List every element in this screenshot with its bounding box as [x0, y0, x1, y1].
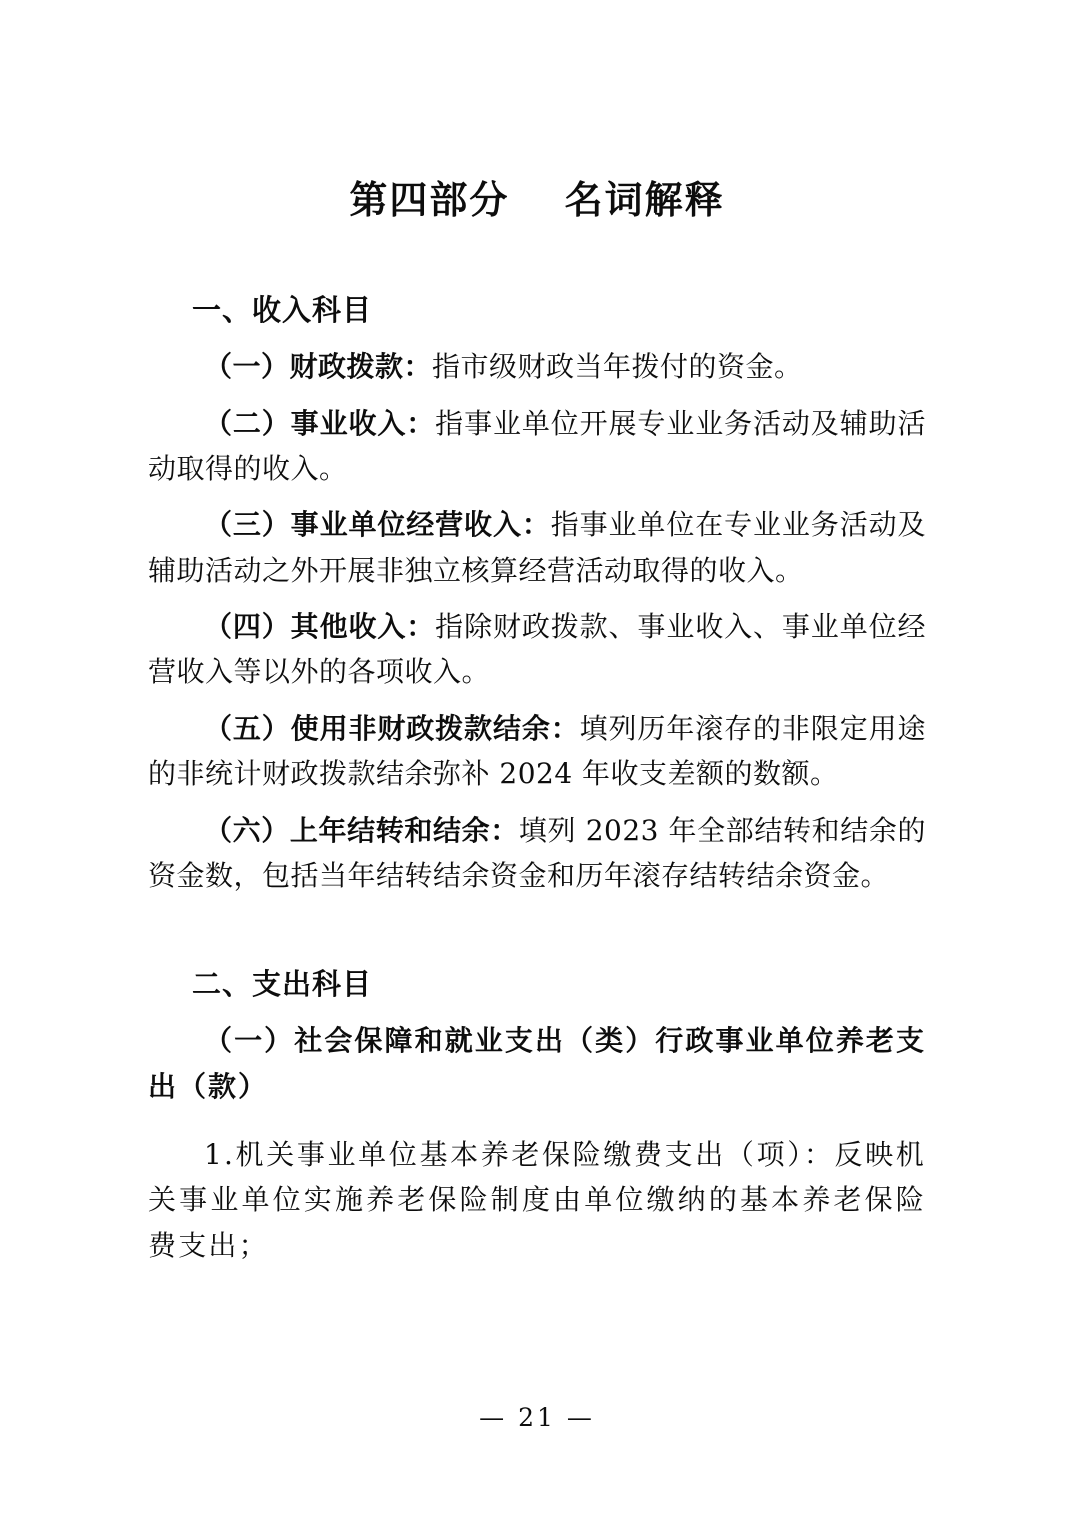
- section-heading-income: 一、收入科目: [192, 293, 373, 328]
- paragraph-income-4: [148, 604, 926, 695]
- term-definition: 指市级财政当年拨付的资金。: [432, 350, 803, 384]
- paragraph-income-1: [148, 344, 926, 389]
- term-definition: 指事业单位在专业业务活动及辅助活动之外开展非独立核算经营活动取得的收入。: [148, 508, 926, 587]
- term-label: （一）财政拨款：: [204, 350, 433, 384]
- page-content: [148, 0, 926, 1268]
- paragraph-gap: [148, 1109, 926, 1121]
- paragraph-expenditure-1: （一）社会保障和就业支出（类）行政事业单位养老支出（款）: [148, 1024, 926, 1103]
- term-definition: 指事业单位开展专业业务活动及辅助活动取得的收入。: [148, 406, 926, 486]
- term-definition: 指除财政拨款、事业收入、事业单位经营收入等以外的各项收入。: [148, 610, 926, 689]
- paragraph-income-2: [148, 401, 926, 492]
- term-label: （四）其他收入：: [204, 610, 436, 644]
- term-label: （六）上年结转和结余：: [204, 813, 519, 847]
- section-heading-expenditure: 二、支出科目: [192, 967, 373, 1002]
- paragraph-income-3: [148, 502, 926, 593]
- page-number: — 21 —: [479, 1403, 595, 1432]
- paragraph-expenditure-item-1: 1.机关事业单位基本养老保险缴费支出（项）：反映机 关事业单位实施养老保险制度由单位缴纳的基本养老保险费支出；: [148, 1137, 926, 1262]
- term-definition: 填列历年滚存的非限定用途的非统计财政拨款结余弥补 2024 年收支差额的数额。: [148, 711, 926, 791]
- page-title: 第四部分 名词解释: [349, 177, 725, 222]
- paragraph-income-6: [148, 808, 926, 899]
- term-definition: 填列 2023 年全部结转和结余的资金数，包括当年结转结余资金和历年滚存结转结余资金。: [148, 813, 926, 892]
- term-label: （五）使用非财政拨款结余：: [204, 711, 580, 745]
- term-label: （二）事业收入：: [204, 406, 436, 440]
- term-label: （三）事业单位经营收入：: [204, 508, 551, 542]
- paragraph-income-5: [148, 706, 926, 797]
